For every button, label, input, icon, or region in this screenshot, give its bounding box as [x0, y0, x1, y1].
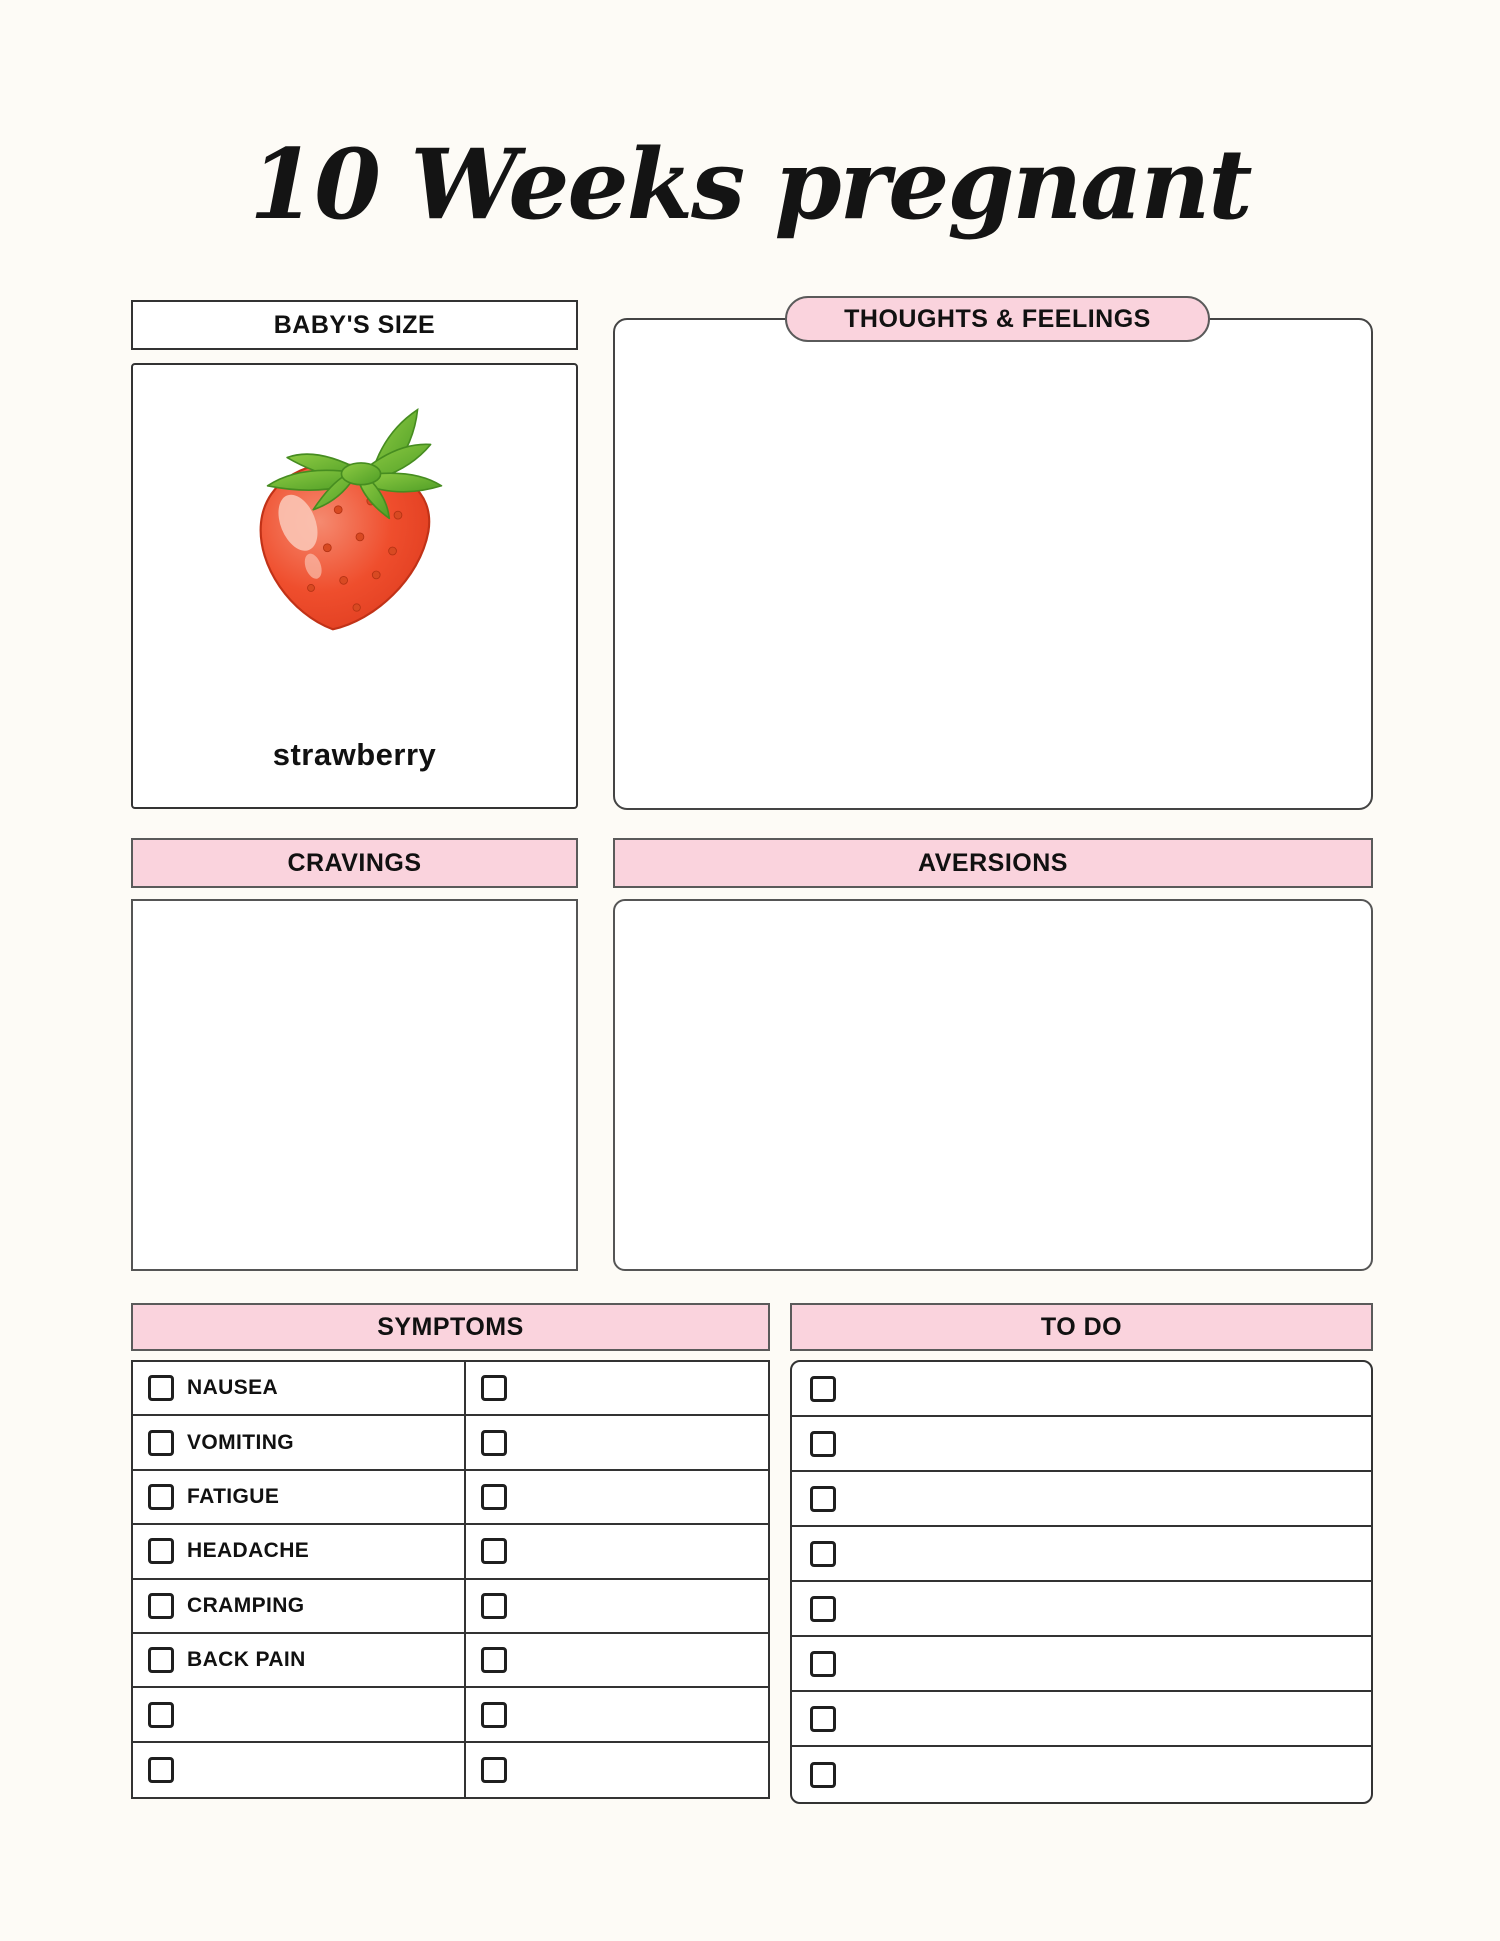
- symptom-checkbox-extra-8[interactable]: [481, 1757, 507, 1783]
- symptom-extra-cell: [466, 1416, 768, 1470]
- cravings-header-label: CRAVINGS: [287, 848, 422, 877]
- symptom-row-fatigue: [133, 1471, 466, 1525]
- symptom-row-blank: [133, 1743, 466, 1797]
- todo-row[interactable]: [792, 1692, 1371, 1747]
- symptom-checkbox-extra-6[interactable]: [481, 1647, 507, 1673]
- fruit-name-label: strawberry: [272, 737, 437, 772]
- symptoms-header-label: SYMPTOMS: [377, 1312, 524, 1341]
- todo-row[interactable]: [792, 1417, 1371, 1472]
- symptom-label-fatigue: FATIGUE: [187, 1484, 280, 1508]
- symptoms-table: [131, 1360, 770, 1799]
- symptom-checkbox-extra-5[interactable]: [481, 1593, 507, 1619]
- todo-checkbox-6[interactable]: [810, 1651, 836, 1677]
- symptom-row-back-pain: [133, 1634, 466, 1688]
- symptom-label-back-pain: BACK PAIN: [187, 1648, 306, 1672]
- todo-row[interactable]: [792, 1637, 1371, 1692]
- todo-checkbox-5[interactable]: [810, 1596, 836, 1622]
- thoughts-feelings-writing-area[interactable]: [613, 318, 1373, 810]
- symptom-checkbox-extra-3[interactable]: [481, 1484, 507, 1510]
- todo-checkbox-1[interactable]: [810, 1376, 836, 1402]
- symptom-row-headache: [133, 1525, 466, 1579]
- todo-header: [790, 1303, 1373, 1351]
- todo-checkbox-3[interactable]: [810, 1486, 836, 1512]
- symptom-checkbox-extra-1[interactable]: [481, 1375, 507, 1401]
- symptom-checkbox-headache[interactable]: [148, 1538, 174, 1564]
- aversions-writing-area[interactable]: [613, 899, 1373, 1271]
- symptom-extra-cell: [466, 1688, 768, 1742]
- symptom-extra-cell: [466, 1634, 768, 1688]
- aversions-header: [613, 838, 1373, 888]
- babys-size-header-label: BABY'S SIZE: [273, 310, 436, 339]
- symptoms-header: [131, 1303, 770, 1351]
- thoughts-feelings-header: [785, 296, 1210, 342]
- symptom-row-cramping: [133, 1580, 466, 1634]
- cravings-writing-area[interactable]: [131, 899, 578, 1271]
- todo-checkbox-4[interactable]: [810, 1541, 836, 1567]
- aversions-header-label: AVERSIONS: [918, 848, 1068, 877]
- babys-size-header: [131, 300, 578, 350]
- symptom-checkbox-back-pain[interactable]: [148, 1647, 174, 1673]
- symptom-checkbox-cramping[interactable]: [148, 1593, 174, 1619]
- symptom-label-vomiting: VOMITING: [187, 1430, 295, 1454]
- symptom-checkbox-extra-4[interactable]: [481, 1538, 507, 1564]
- todo-header-label: TO DO: [1040, 1312, 1123, 1341]
- todo-row[interactable]: [792, 1472, 1371, 1527]
- todo-row[interactable]: [792, 1747, 1371, 1802]
- todo-checkbox-8[interactable]: [810, 1762, 836, 1788]
- thoughts-feelings-header-label: THOUGHTS & FEELINGS: [844, 304, 1151, 333]
- todo-checkbox-2[interactable]: [810, 1431, 836, 1457]
- page-title: 10 Weeks pregnant: [249, 128, 1251, 241]
- symptom-checkbox-blank-1[interactable]: [148, 1702, 174, 1728]
- symptom-label-headache: HEADACHE: [187, 1539, 310, 1563]
- symptom-label-cramping: CRAMPING: [187, 1593, 305, 1617]
- todo-list: [790, 1360, 1373, 1804]
- symptom-row-vomiting: [133, 1416, 466, 1470]
- symptom-row-nausea: [133, 1362, 466, 1416]
- babys-size-box: [131, 363, 578, 809]
- todo-row[interactable]: [792, 1362, 1371, 1417]
- strawberry-icon: [222, 401, 487, 651]
- symptom-extra-cell: [466, 1525, 768, 1579]
- symptom-row-blank: [133, 1688, 466, 1742]
- symptom-extra-cell: [466, 1362, 768, 1416]
- symptom-checkbox-nausea[interactable]: [148, 1375, 174, 1401]
- todo-row[interactable]: [792, 1527, 1371, 1582]
- todo-checkbox-7[interactable]: [810, 1706, 836, 1732]
- symptom-label-nausea: NAUSEA: [187, 1376, 279, 1400]
- symptom-extra-cell: [466, 1471, 768, 1525]
- symptom-extra-cell: [466, 1580, 768, 1634]
- symptom-checkbox-blank-2[interactable]: [148, 1757, 174, 1783]
- symptom-checkbox-fatigue[interactable]: [148, 1484, 174, 1510]
- symptom-checkbox-extra-7[interactable]: [481, 1702, 507, 1728]
- todo-row[interactable]: [792, 1582, 1371, 1637]
- cravings-header: [131, 838, 578, 888]
- symptom-extra-cell: [466, 1743, 768, 1797]
- symptom-checkbox-vomiting[interactable]: [148, 1430, 174, 1456]
- symptom-checkbox-extra-2[interactable]: [481, 1430, 507, 1456]
